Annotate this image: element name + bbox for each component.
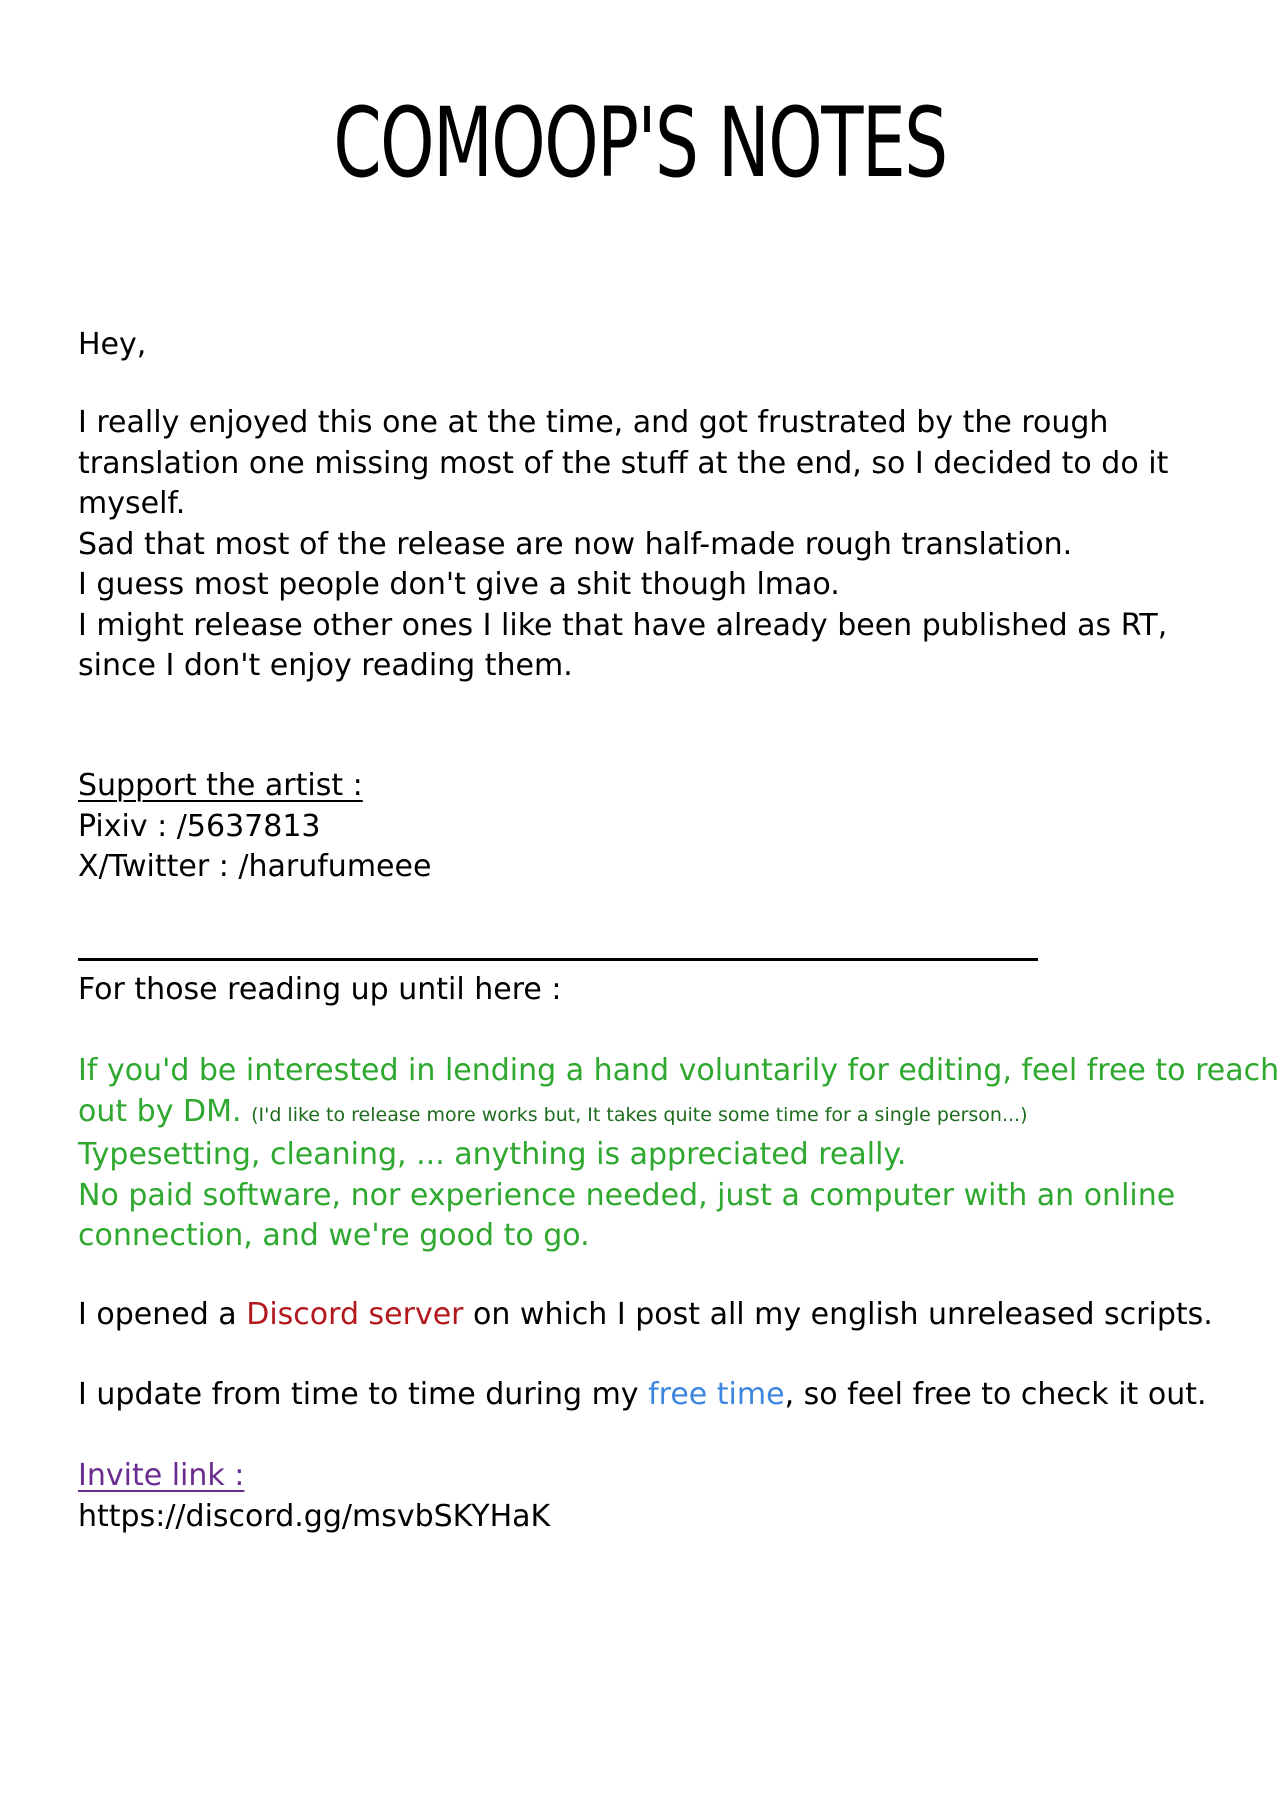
intro-line: translation one missing most of the stuff at the end, so I decided to do it [78, 445, 1169, 481]
free-time-highlight: free time [648, 1377, 785, 1412]
update-text-after: , so feel free to check it out. [784, 1377, 1207, 1412]
discord-text-after: on which I post all my english unreleased scripts. [463, 1297, 1213, 1332]
help-note: (I'd like to release more works but, It takes quite some time for a single person...) [251, 1103, 1028, 1126]
intro-line: I really enjoyed this one at the time, and got frustrated by the rough [78, 405, 1109, 440]
invite-section [78, 1456, 1218, 1537]
page-title: COMOOP'S NOTES [333, 87, 947, 199]
intro-line: myself. [78, 486, 186, 521]
update-line [78, 1375, 1218, 1416]
invite-url[interactable]: https://discord.gg/msvbSKYHaK [78, 1498, 551, 1534]
twitter-link: X/Twitter : /harufumeee [78, 849, 432, 884]
discord-text-before: I opened a [78, 1297, 247, 1332]
help-request [78, 1051, 1280, 1257]
invite-heading: Invite link : [78, 1458, 245, 1493]
discord-server-link[interactable]: Discord server [246, 1297, 464, 1332]
help-line: If you'd be interested in lending a hand voluntarily for editing, feel free to reach [78, 1053, 1280, 1088]
greeting [78, 325, 1218, 366]
readers-section [78, 970, 1218, 1011]
discord-line [78, 1295, 1218, 1336]
intro-line: I guess most people don't give a shit though lmao. [78, 567, 840, 602]
intro-line: Sad that most of the release are now half-made rough translation. [78, 526, 1073, 562]
help-line-with-note [78, 1092, 1218, 1136]
intro-line: since I don't enjoy reading them. [78, 648, 573, 683]
help-line: connection, and we're good to go. [78, 1218, 590, 1253]
help-line: Typesetting, cleaning, ... anything is appreciated really. [78, 1137, 907, 1172]
readers-heading: For those reading up until here : [78, 972, 562, 1007]
section-divider [78, 958, 1038, 961]
pixiv-link: Pixiv : /5637813 [78, 808, 321, 844]
intro-paragraph [78, 403, 1218, 687]
help-line: No paid software, nor experience needed, just a computer with an online [78, 1177, 1176, 1213]
intro-line: I might release other ones I like that have already been published as RT, [78, 607, 1168, 643]
greeting-text: Hey, [78, 327, 147, 362]
help-line: out by DM. [78, 1093, 242, 1129]
support-heading: Support the artist : [78, 768, 363, 803]
discord-paragraph [78, 1295, 1218, 1336]
update-paragraph [78, 1375, 1218, 1416]
update-text-before: I update from time to time during my [78, 1377, 649, 1412]
support-section [78, 766, 1218, 888]
